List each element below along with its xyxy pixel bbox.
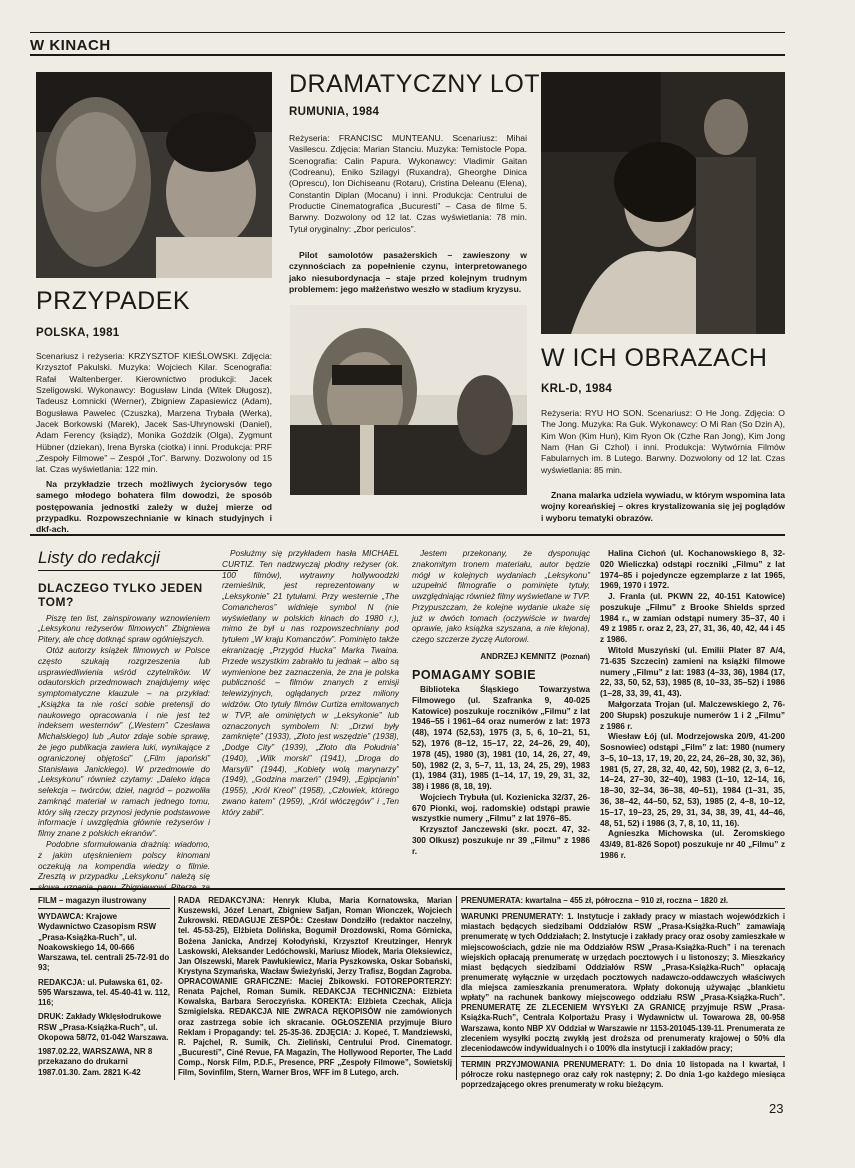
help-entry-7: Wiesław Łój (ul. Modrzejowska 20/9, 41-200 Sosnowiec) odstąpi „Film” z lat: 1980 (numery 3–5, 10–13, 17, 19, 20, 22, 24, 26–28, 30, 32, 36), 1981 (5, 27, 28, 32, 40, 42, 50), 1982 (2, 3, 6–12, 14–24, 27–30, 32–40), 1983 (1–10, 12–14, 16, 18–30, 32–34, 36–38, 40–51), 1984 (1–31, 35, 36, 38–42, 44–50, 52, 53), 1985 (2, 4–8, 10–12, 15–17, 19–23, 25, 29, 31, 34, 38, 39, 41, 44–46, 48, 51, 52) i 1986 (3, 7, 8, 10, 11, 16). — [600, 731, 785, 828]
film1-credits: Scenariusz i reżyseria: KRZYSZTOF KIEŚLOWSKI. Zdjęcia: Krzysztof Pakulski. Muzyka: Wojciech Kilar. Scenografia: Rafał Waltenberger. Kierownictwo produkcji: Jacek Szeligowski. Wykonawcy: Bogusław Linda (Witek Długosz), Tadeusz Łomnicki (Werner), Zbigniew Zapasiewicz (Adam), Bogusława Pawelec (Czuszka), Marzena Trybała (Werka), Jacek Borkowski (Marek), Jacek Sas-Uhrynowski (Daniel), Adam Ferency (ksiądz), Monika Goździk (Olga), Zygmunt Hübner (dziekan), Irena Byrska (ciotka) i inni. Produkcja: PRF „Zespoły Filmowe” – Zespół „Tor”. Barwny. Dozwolony od 15 lat. Czas wyświetlania: 122 min. — [36, 351, 272, 475]
imprint-vrule-1 — [174, 896, 175, 1080]
film3-summary: Znana malarka udziela wywiadu, w którym wspomina lata wojny koreańskiej – okres krystalizowania się jej poglądów i wyboru tematyki obrazów. — [541, 490, 786, 523]
film2-summary: Pilot samolotów pasażerskich – zawieszony w czynnościach za popełnienie czynu, interpretowanego jako niesubordynacja – staje przed kolejnym trudnym problemem: jego małżeństwo weszło w stadium kryzysu. — [289, 250, 527, 295]
help-entry-4: J. Franla (ul. PKWN 22, 40-151 Katowice) poszukuje „Filmu” z Brooke Shields sprzed 1984 r., w zamian odstąpi numery 35–37, 40 i 49 z 1985 r. oraz 2, 23, 27, 31, 36, 40, 42, 44 i 45 z 1986. — [600, 591, 785, 645]
film1-title: PRZYPADEK — [36, 287, 191, 315]
letters-col1 — [38, 582, 210, 894]
film1-country: POLSKA, 1981 — [36, 327, 120, 339]
film3-credits: Reżyseria: RYU HO SON. Scenariusz: O He Jong. Zdjęcia: O The Jong. Muzyka: Ra Guk. Wykonawcy: O Mi Ran (So Dzin A), Kim Won (Kim Hun), Kim Ryon Ok (Czhe Ran Jong), Kim Jong Nam (Han Gi Czhol) i inni. Produkcja: Wytwórnia Filmów Fabularnych im. 8 Lutego. Barwny. Dozwolony od 12 lat. Czas wyświetlania: 85 min. — [541, 408, 785, 475]
film3-country: KRL-D, 1984 — [541, 383, 613, 395]
imprint-subscription-terms: WARUNKI PRENUMERATY: 1. Instytucje i zakłady pracy w miastach wojewódzkich i miastach będących siedzibami Oddziałów RSW „Prasa-Książka-Ruch” zamawiają prenumeratę w tych Oddziałach; 2. Instytucje i zakłady pracy oraz osoby zamieszkałe w miejscowościach, gdzie nie ma Oddziałów RSW „Prasa-Książka-Ruch” i na terenach wiejskich opłacają prenumeratę w urzędach pocztowych i u listonoszy; 3. Mieszkańcy miast będących siedzibami Oddziałów RSW „Prasa-Książka-Ruch” opłacają prenumeratę wyłącznie w urzędach pocztowych nadawczo-oddawczych właściwych dla miejsca zamieszkania prenumeratora. Wpłaty dokonują używając „blankietu wpłaty” na rachunek bankowy miejscowego oddziału RSW „Prasa-Książka-Ruch”. PRENUMERATĘ ZE ZLECENIEM WYSYŁKI ZA GRANICĘ przyjmuje RSW „Prasa-Książka-Ruch”, Centrala Kolportażu Prasy i Wydawnictw ul. Towarowa 28, 00-958 Warszawa, konto NBP XV Oddział w Warszawie nr 1153-201045-139-11. Prenumerata ze zleceniem wysyłki pocztą zwykłą jest droższa od prenumeraty krajowej o 50% dla zleceniodawców indywidualnych i o 100% dla instytucji i zakładów pracy; — [461, 912, 785, 1057]
film3-photo — [541, 72, 785, 334]
letter-p3: Podobne sformułowania drażnią: wiadomo, z jakim utęsknieniem polscy kinomani oczekują na kompendia wiedzy o filmie. Zresztą w przypadku „Leksykonu” należą się — [38, 839, 210, 882]
letters-header-text: Listy do redakcji — [38, 548, 160, 567]
help-title: POMAGAMY SOBIE — [412, 668, 537, 683]
letters-col3 — [412, 548, 590, 857]
imprint-col3 — [461, 896, 785, 1090]
imprint-col1 — [38, 896, 170, 1078]
help-entry-1: Wojciech Trybuła (ul. Kozienicka 32/37, 26-670 Pionki, woj. radomskie) odstąpi prawie wszystkie numery „Filmu” z lat 1976–85. — [412, 791, 590, 824]
letter-signature: ANDRZEJ KEMNITZ — [480, 652, 556, 662]
film1-summary: Na przykładzie trzech możliwych życiorysów tego samego młodego bohatera film dowodzi, że sposób postępowania jednostki zależy w dużej mierze od przypadku. Rozpowszechnianie w kinach studyjnych i dkf-ach. — [36, 479, 272, 535]
header-rule — [30, 54, 785, 56]
letters-header — [38, 548, 238, 571]
letters-col4 — [600, 548, 785, 861]
section-header: W KINACH — [30, 37, 111, 54]
imprint-print: DRUK: Zakłady Wklęsłodrukowe RSW „Prasa-Książka-Ruch”, ul. Okopowa 58/72, 01-042 Warszawa. — [38, 1012, 169, 1042]
imprint-editorial: REDAKCJA: ul. Puławska 61, 02-595 Warszawa, tel. 45-40-41 w. 112, 116; — [38, 977, 170, 1008]
film2-credits: Reżyseria: FRANCISC MUNTEANU. Scenariusz: Mihai Vasilescu. Zdjęcia: Marian Stanciu. Muzyka: Temistocle Popa. Scenografia: Calin Papura. Wykonawcy: Vladimir Gaitan (Codreanu), Eniko Szilagyi (Ruxandra), Gheorghe Dinica (Oprescu), Ion Dichiseanu (Rotaru), Cristina Deleanu (Elena), Constantin Diplan (Mocanu) i inni. Produkcja: Centrului de Productie Cinematografica „Bucuresti” – Casa de filme 5. Barwny. Dozwolony od 12 lat. Czas wyświetlania: 78 min. Tytuł oryginalny: „Zbor periculos”. — [289, 133, 527, 234]
help-entry-6: Małgorzata Trojan (ul. Malczewskiego 2, 76-200 Słupsk) poszukuje numerów 1 i 2 „Filmu” z 1986 r. — [600, 698, 785, 731]
help-entry-0: Biblioteka Śląskiego Towarzystwa Filmowego (ul. Szafranka 9, 40-025 Katowice) poszukuje roczników „Filmu” z lat 1946–55 i 1961–64 oraz numerów z lat: 1973 (48), 1974 (52,53), 1975 (3, 5, 6, 10–21, 51, 52), 1976 (8–12, 15–17, 22, 24–26, 29, 40), 1978 (45), 1980 (3), 1981 (10, 14, 26, 27, 49, 50), 1982 (2, 3, 5–7, 11, 13, 24, 25, 29), 1983 (1), 1984 (31), 1985 (1–14, 17, 19, 29, 31, 32, 38) i 1986 (8, 18, 19). — [412, 684, 590, 792]
help-entry-3: Halina Cichoń (ul. Kochanowskiego 8, 32-020 Wieliczka) odstąpi roczniki „Filmu” z lat 1974–85 i pojedyncze egzemplarze z lat 1965, 1969, 1970 i 1972. — [600, 548, 785, 591]
imprint-subscription-price: PRENUMERATA: kwartalna – 455 zł, półroczna – 910 zł, roczna – 1820 zł. — [461, 896, 785, 909]
imprint-publisher: WYDAWCA: Krajowe Wydawnictwo Czasopism RSW „Prasa-Książka-Ruch”, ul. Noakowskiego 14, 00-666 Warszawa, tel. centrali 25-72-91 do 93; — [38, 912, 170, 973]
letters-col2 — [222, 548, 399, 880]
imprint-date: 1987.02.22, WARSZAWA, NR 8 przekazano do drukarni 1987.01.30. Zam. 2821 K-42 — [38, 1047, 153, 1077]
section-divider — [30, 534, 785, 536]
help-entry-2: Krzysztof Janczewski (skr. poczt. 47, 32-300 Olkusz) poszukuje nr 39 „Filmu” z 1986 r. — [412, 824, 590, 856]
imprint-vrule-2 — [456, 896, 457, 1080]
film3-title: W ICH OBRAZACH — [541, 344, 768, 372]
letter-p5: Jestem przekonany, że dysponując znakomitym tronem materiału, autor będzie mógł w kolejnych wydaniach „Leksykonu” uzupełnić filmografie o pominięte tytuły, uwzględniając również filmy wyświetlane w TVP. Przypuszczam, że kolejne wydanie ukaże się już w dwóch tomach (oczywiście w twardej oprawie, jako książka szyszana, a nie klejona), czego szczerze życzę Autorowi. — [412, 548, 590, 645]
letter-p4: Posłużmy się przykładem hasła MICHAEL CURTIZ. Ten nadzwyczaj płodny reżyser (ok. 100 filmów), wytrawny hollywoodzki rzemieślnik, jest reprezentowany w „Leksykonie” 21 tytułami. Przy westernie „The Comancheros” widnieje symbol N (nie wyświetlany w polskich kinach do 1980 r.), mimo że był u nas rozpowszechniany pod tytułem „W kraju Komanczów”. Pominięto także ekranizację „Przygód Hucka” Marka Twaina. Przede wszystkim zabrakło tu jednak – albo są wymienione bez zaznaczenia, że zna je polska publiczność – filmów znanych z emisji telewizyjnych, oglądanych przez miliony widzów. Oto tytuły filmów Curtiza emitowanych w TVP, ale ominiętych w „Leksykonie” lub oznaczonych symbolem N: „Drzwi były zamknięte” (1933), „Złoto jest wszędzie” (1938), „Dodge City” (1939), „Złoto dla Południa” (1940), „Wilk morski” (1941), „Droga do Marsylii” (1944), „Kobiety wolą marynarzy” (1949), „Godzina marzeń” (1949), „Egipcjanin” (1955), „Król Kreol” (1958), „Człowiek, którego zwano katem” (1959), „Król włóczęgów” i „Ten który zabił”. — [222, 548, 399, 817]
imprint-subscription-deadline: TERMIN PRZYJMOWANIA PRENUMERATY: 1. Do dnia 10 listopada na I kwartał, I półrocze roku następnego oraz cały rok następny; 2. Do dnia 1-go każdego miesiąca poprzedzającego okres prenumeraty w roku bieżącym. — [461, 1059, 785, 1090]
imprint-magazine: FILM – magazyn ilustrowany — [38, 896, 170, 909]
imprint-col2: RADA REDAKCYJNA: Henryk Kluba, Maria Kornatowska, Marian Kuszewski, Józef Lenart, Zbigniew Safjan, Roman Wionczek, Wojciech Żukrowski. REDAGUJE ZESPÓŁ: Czesław Dondziłło (redaktor naczelny, tel. 45-53-25), Elżbieta Dolińska, Bogumił Drozdowski, Roma Górnicka, Bożena Janicka, Andrzej Kołodyński, Krzysztof Kreutzinger, Henryk Laskowski, Aleksander Ledóchowski, Mariusz Miodek, Maria Oleksiewicz, Jan Olszewski, Marek Pawłukiewicz, Maria Pyszkowska, Oskar Sobański, Krystyna Szymańska, Wacław Świeżyński, Jerzy Trafisz, Bogdan Zagroba. OPRACOWANIE GRAFICZNE: Maciej Żbikowski. FOTOREPORTERZY: Renata Pajchel, Roman Sumik. REDAKCJA TECHNICZNA: Elżbieta Kowalska, Barbara Seroczyńska. KOREKTA: Elżbieta Czechak, Alicja Szmigielska. REDAKCJA NIE ZWRACA RĘKOPISÓW nie zamówionych oraz zastrzega sobie ich skracanie. OGŁOSZENIA przyjmuje Biuro Reklam i Propagandy: tel. 25-35-36. ZDJĘCIA: J. Kopeć, T. Mandziewski, R. Pajchel, R. Sumik, Ch. Zieliński, Centrului Prod. Cinematogr. „Bucuresti”, Ciné Revue, FA Magazin, The Hollywood Reporter, The Ladd Comp., Norsk Film, P.D.F., Presence, PRF „Zespoły Filmowe”, Sowietskij Film, Sovinfilm, Stern, Warner Bros, WFF im 8 Lutego, arch. — [178, 896, 453, 1078]
letter-title: DLACZEGO TYLKO JEDEN TOM? — [38, 581, 203, 609]
letter-p2: Otóż autorzy książek filmowych w Polsce często szukają rozgrzeszenia lub usprawiedliwienia wśród czytelników. W odautorskich przedmowach znajdujemy więc symptomatyczne klauzule – na przykład: „Książka ta nie rości sobie pretensji do naukowego opracowania i nie jest też indeksem westernów” („Western” Czesława Michalskiego) lub „Autor zdaje sobie sprawę, że jego publikacja zawiera luki, wynikające z ograniczonej objętości” („Film japoński” Stanisława Janickiego). W przedmowie do „Leksykonu” również czytamy: „Daleko idąca selekcja – twórców, dzieł, nagród – pozwoliła zamknąć materiał w ramach jednego tomu, który siłą rzeczy przynosi jedynie podstawowe informacje i uwzględnia głównie reżyserów i filmy znane z polskich ekranów”. — [38, 644, 210, 839]
help-entry-8: Agnieszka Michowska (ul. Żeromskiego 43/49, 81-826 Sopot) poszukuje nr 40 „Filmu” z 1986 r. — [600, 828, 785, 860]
film2-country: RUMUNIA, 1984 — [289, 106, 380, 118]
letter-signature-city: (Poznań) — [560, 654, 590, 662]
imprint-divider — [30, 888, 785, 890]
film2-photo — [290, 305, 527, 495]
film1-photo — [36, 72, 272, 278]
film2-title: DRAMATYCZNY LOT — [289, 70, 541, 98]
header-rule-thin — [30, 32, 785, 33]
page-number: 23 — [769, 1101, 784, 1116]
help-entry-5: Witold Muszyński (ul. Emilii Plater 87 A/4, 71-635 Szczecin) zamieni na książki filmowe numery „Filmu” z lat: 1983 (4–33, 36), 1984 (17, 22, 33, 50, 52, 53), 1985 (8, 10–33, 35–52) i 1986 (1–28, 33, 39, 41, 43). — [600, 645, 785, 699]
letter-p1: Piszę ten list, zainspirowany wznowieniem „Leksykonu reżyserów filmowych” Zbigniewa Pitery, ale chcę dotknąć spraw ogólniejszych. — [38, 612, 210, 645]
